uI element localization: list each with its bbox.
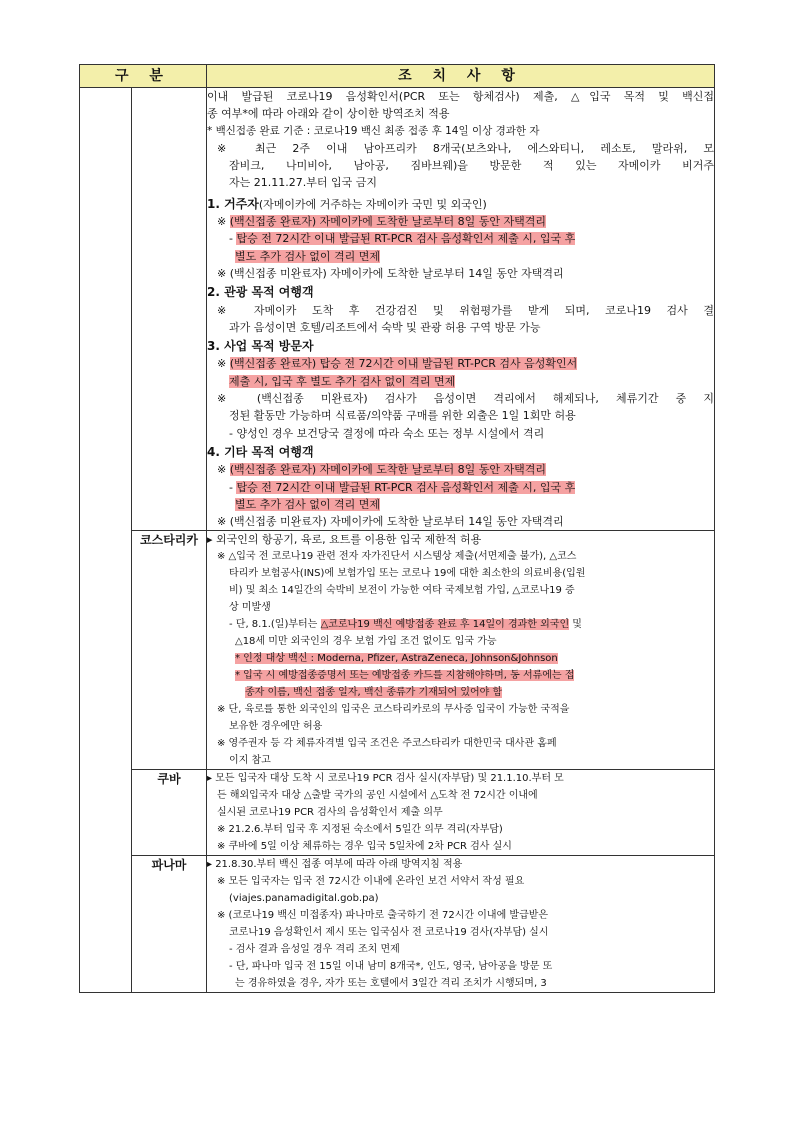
header-measures: 조 치 사 항 (207, 65, 715, 88)
section-title: 2. 관광 목적 여행객 (207, 285, 314, 300)
country-name-costa-rica: 코스타리카 (132, 531, 207, 770)
text-line: * 백신접종 완료 기준 : 코로나19 백신 최종 접종 후 14일 이상 경과한 자 (207, 124, 540, 137)
highlight: * 인정 대상 백신 : Moderna, Pfizer, AstraZeneca, Johnson&Johnson (235, 653, 558, 665)
text-line: 자는 21.11.27.부터 입국 금지 (229, 176, 377, 190)
text-line: 든 해외입국자 대상 △출발 국가의 공인 시설에서 △도착 전 72시간 이내에 (217, 790, 538, 802)
text-line: ※ (백신접종 미완료자) 자메이카에 도착한 날로부터 14일 동안 자택격리 (217, 266, 564, 280)
text-line (207, 650, 714, 667)
text-line: 실시된 코로나19 PCR 검사의 음성확인서 제출 의무 (217, 807, 443, 819)
text-line: - 단, 8.1.(일)부터는 △코로나19 백신 예방접종 완료 후 14일이 경과한 외국인 및 (229, 619, 582, 631)
table-row-jamaica (80, 88, 715, 531)
section-title: 1. 거주자(자메이카에 거주하는 자메이카 국민 및 외국인) (207, 196, 487, 211)
text-line: - 탑승 전 72시간 이내 발급된 RT-PCR 검사 음성확인서 제출 시, 입국 후 (229, 480, 576, 494)
highlight: 탑승 전 72시간 이내 발급된 RT-PCR 검사 음성확인서 제출 시, 입국 후 (236, 232, 576, 246)
text-line: ※ (백신접종 미완료자) 검사가 음성이면 격리에서 해제되나, 체류기간 중 지 (217, 392, 714, 406)
highlight: (백신접종 완료자) 탑승 전 72시간 이내 발급된 RT-PCR 검사 음성확인서 (229, 357, 578, 371)
text-line: - 탑승 전 72시간 이내 발급된 RT-PCR 검사 음성확인서 제출 시, 입국 후 (229, 232, 576, 246)
highlight: △코로나19 백신 예방접종 완료 후 14일이 경과한 외국인 (320, 619, 570, 631)
text-line: 잠비크, 나미비아, 남아공, 짐바브웨)을 방문한 적 있는 자메이카 비거주 (229, 159, 714, 173)
measures-cell-panama (207, 856, 715, 993)
text-line: ※ 쿠바에 5일 이상 체류하는 경우 입국 5일차에 2차 PCR 검사 실시 (217, 841, 512, 853)
text-line: ▸ 외국인의 항공기, 육로, 요트를 이용한 입국 제한적 허용 (207, 533, 482, 547)
text-line: ※ (코로나19 백신 미접종자) 파나마로 출국하기 전 72시간 이내에 발급받은 (217, 910, 549, 922)
highlight: (백신접종 완료자) 자메이카에 도착한 날로부터 8일 동안 자택격리 (229, 463, 547, 477)
text-line: ▸ 21.8.30.부터 백신 접종 여부에 따라 아래 방역지침 적용 (207, 859, 463, 871)
text-line: 과가 음성이면 호텔/리조트에서 숙박 및 관광 허용 구역 방문 가능 (229, 320, 541, 334)
table-row-panama (80, 856, 715, 993)
text-line: - 양성인 경우 보건당국 결정에 따라 숙소 또는 정부 시설에서 격리 (229, 426, 545, 440)
country-name-cuba: 쿠바 (132, 770, 207, 856)
text-line: ▸ 모든 입국자 대상 도착 시 코로나19 PCR 검사 실시(자부담) 및 21.1.10.부터 모 (207, 773, 564, 785)
text-line: (viajes.panamadigital.gob.pa) (229, 893, 379, 905)
table-row-costa-rica (80, 531, 715, 770)
text-line: 상 미발생 (229, 602, 271, 614)
highlight: 별도 추가 검사 없이 격리 면제 (235, 497, 380, 511)
country-name-panama: 파나마 (132, 856, 207, 993)
text-line: △18세 미만 외국인의 경우 보험 가입 조건 없이도 입국 가능 (235, 636, 497, 648)
text-line: 비) 및 최소 14일간의 숙박비 보전이 가능한 여타 국제보험 가입, △코로나19 증 (229, 585, 575, 597)
table-header-row (80, 65, 715, 88)
measures-table (79, 64, 715, 993)
text-line: ※ 자메이카 도착 후 건강검진 및 위험평가를 받게 되며, 코로나19 검사 결 (217, 303, 714, 317)
section-title: 4. 기타 목적 여행객 (207, 444, 314, 459)
header-category: 구 분 (80, 65, 207, 88)
measures-cell-costa-rica (207, 531, 715, 770)
highlight: * 입국 시 예방접종증명서 또는 예방접종 카드를 지참해야하며, 동 서류에는 접 (235, 670, 575, 682)
text-line: ※ (백신접종 완료자) 자메이카에 도착한 날로부터 8일 동안 자택격리 (217, 463, 547, 477)
text-line (207, 684, 714, 701)
text-line: 코로나19 음성확인서 제시 또는 입국심사 전 코로나19 검사(자부담) 실시 (229, 927, 549, 939)
text-line (207, 496, 714, 513)
measures-cell-cuba (207, 770, 715, 856)
text-line (207, 373, 714, 390)
text-line: ※ △입국 전 코로나19 관련 전자 자가진단서 시스템상 제출(서면제출 불가), △코스 (217, 551, 577, 563)
highlight: 제출 시, 입국 후 별도 추가 검사 없이 격리 면제 (229, 374, 456, 388)
highlight: 종자 이름, 백신 접종 일자, 백신 종류가 기재되어 있어야 함 (245, 687, 503, 699)
text-line (207, 667, 714, 684)
text-line: - 검사 결과 음성일 경우 격리 조치 면제 (229, 944, 400, 956)
text-line: 종 여부*에 따라 아래와 같이 상이한 방역조치 적용 (207, 107, 450, 121)
text-line: - 단, 파나마 입국 전 15일 이내 남미 8개국*, 인도, 영국, 남아공을 방문 또 (229, 961, 553, 973)
highlight: (백신접종 완료자) 자메이카에 도착한 날로부터 8일 동안 자택격리 (229, 215, 547, 229)
text-line: ※ 최근 2주 이내 남아프리카 8개국(보츠와나, 에스와티니, 레소토, 말라위, 모 (217, 141, 714, 155)
country-cell-jamaica (132, 88, 207, 531)
text-line: 타리카 보험공사(INS)에 보험가입 또는 코로나 19에 대한 최소한의 의료비용(입원 (229, 568, 586, 580)
text-line: ※ 단, 육로를 통한 외국인의 입국은 코스타리카로의 무사증 입국이 가능한 국적을 (217, 704, 570, 716)
highlight: 탑승 전 72시간 이내 발급된 RT-PCR 검사 음성확인서 제출 시, 입국 후 (236, 480, 576, 494)
text-line: ※ (백신접종 미완료자) 자메이카에 도착한 날로부터 14일 동안 자택격리 (217, 515, 564, 529)
text-line: 이지 참고 (229, 755, 271, 767)
text-line (207, 248, 714, 265)
text-line: ※ 영주권자 등 각 체류자격별 입국 조건은 주코스타리카 대한민국 대사관 홈페 (217, 738, 557, 750)
table-row-cuba (80, 770, 715, 856)
section-title: 3. 사업 목적 방문자 (207, 339, 314, 354)
empty-column (80, 88, 132, 993)
text-line: 정된 활동만 가능하며 식료품/의약품 구매를 위한 외출은 1일 1회만 허용 (229, 409, 576, 423)
text-line: ※ (백신접종 완료자) 자메이카에 도착한 날로부터 8일 동안 자택격리 (217, 215, 547, 229)
measures-cell-jamaica (207, 88, 715, 531)
text-line: 는 경유하였을 경우, 자가 또는 호텔에서 3일간 격리 조치가 시행되며, 3 (235, 978, 547, 990)
text-line: ※ (백신접종 완료자) 탑승 전 72시간 이내 발급된 RT-PCR 검사 음성확인서 (217, 357, 578, 371)
text-line: 보유한 경우에만 허용 (229, 721, 323, 733)
highlight: 별도 추가 검사 없이 격리 면제 (235, 249, 380, 263)
text-line: ※ 모든 입국자는 입국 전 72시간 이내에 온라인 보건 서약서 작성 필요 (217, 876, 525, 888)
text-line: ※ 21.2.6.부터 입국 후 지정된 숙소에서 5일간 의무 격리(자부담) (217, 824, 503, 836)
text-line: 이내 발급된 코로나19 음성확인서(PCR 또는 항체검사) 제출, △입국 목적 및 백신접 (207, 90, 714, 103)
